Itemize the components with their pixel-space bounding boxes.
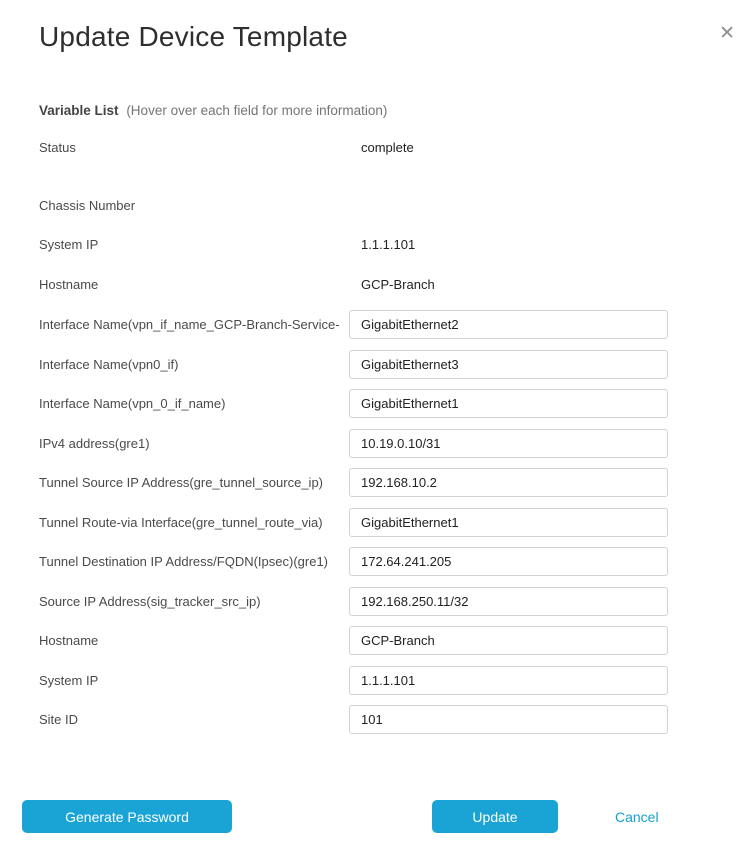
field-row-system-ip-input [39, 666, 752, 695]
field-label: Chassis Number [39, 197, 136, 213]
field-label: Tunnel Source IP Address(gre_tunnel_source_ip) [39, 475, 324, 490]
field-row-source-ip-tracker [39, 587, 752, 616]
field-label: Interface Name(vpn0_if) [39, 356, 179, 372]
field-label: Tunnel Destination IP Address/FQDN(Ipsec)(gre1) [39, 554, 329, 569]
variable-list-header [39, 102, 752, 120]
field-label: Interface Name(vpn_0_if_name) [39, 396, 226, 411]
field-input[interactable] [349, 350, 668, 379]
field-label: Site ID [39, 712, 79, 727]
field-row-system-ip-static [39, 234, 752, 254]
field-row-hostname-static [39, 274, 752, 294]
dialog-footer [0, 800, 752, 833]
field-row-tunnel-route-via [39, 508, 752, 537]
field-row-interface-name-service [39, 310, 752, 339]
field-row-tunnel-source-ip [39, 468, 752, 497]
field-input[interactable] [349, 705, 668, 734]
cancel-link[interactable]: Cancel [615, 808, 659, 825]
field-input[interactable] [349, 508, 668, 537]
field-row-chassis-number [39, 195, 752, 215]
field-label: System IP [39, 672, 99, 688]
field-input[interactable] [349, 429, 668, 458]
field-label: Status [39, 139, 76, 155]
field-input[interactable] [349, 626, 668, 655]
field-row-ipv4-address-gre1 [39, 429, 752, 458]
field-label: Source IP Address(sig_tracker_src_ip) [39, 593, 261, 609]
field-input[interactable] [349, 310, 668, 339]
field-row-site-id [39, 705, 752, 734]
field-label: System IP [39, 236, 99, 252]
field-label: IPv4 address(gre1) [39, 435, 150, 451]
update-device-template-dialog [0, 20, 752, 865]
field-input[interactable] [349, 468, 668, 497]
field-value-static: GCP-Branch [361, 276, 435, 292]
field-row-interface-name-vpn0-if [39, 350, 752, 379]
field-value-static: 1.1.1.101 [361, 236, 416, 252]
field-row-interface-name-vpn-0-if-name [39, 389, 752, 418]
variable-list-hint: (Hover over each field for more information) [126, 103, 388, 118]
field-label: Interface Name(vpn_if_name_GCP-Branch-Service- [39, 317, 340, 332]
field-value-static: complete [361, 139, 414, 155]
field-label: Tunnel Route-via Interface(gre_tunnel_route_via) [39, 514, 323, 530]
field-input[interactable] [349, 587, 668, 616]
update-button[interactable]: Update [432, 800, 558, 833]
field-label: Hostname [39, 633, 99, 648]
field-input[interactable] [349, 547, 668, 576]
variable-list-title: Variable List [39, 103, 119, 118]
field-input[interactable] [349, 666, 668, 695]
field-row-status [39, 137, 752, 157]
field-row-hostname-input [39, 626, 752, 655]
field-input[interactable] [349, 389, 668, 418]
generate-password-button[interactable]: Generate Password [22, 800, 232, 833]
field-row-tunnel-destination-ip [39, 547, 752, 576]
field-label: Hostname [39, 276, 99, 292]
close-icon[interactable]: ✕ [719, 23, 735, 44]
variable-list [39, 137, 752, 734]
page-title: Update Device Template [39, 21, 348, 52]
